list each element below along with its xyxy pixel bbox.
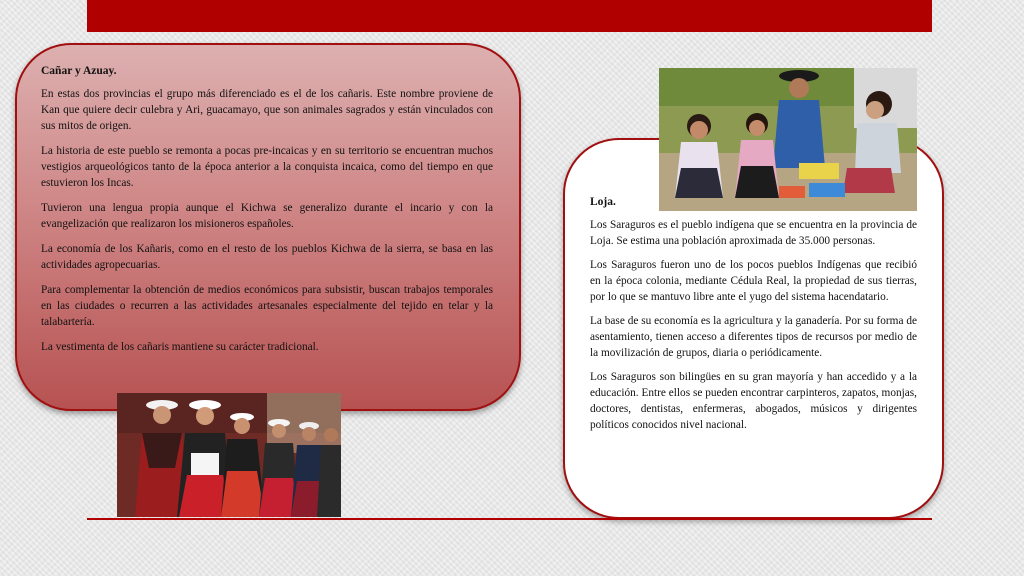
canari-people-photo [117,393,341,517]
canar-azuay-heading: Cañar y Azuay. [41,65,117,77]
loja-heading: Loja. [590,196,616,208]
bottom-accent-line [87,518,932,520]
canar-paragraph-2: La historia de este pueblo se remonta a pocas pre-incaicas y en su territorio se encuentran muchos vestigios arqueológicos tanto de la época anterior a la conquista incaica, como del tiempo en que estuvieron los Incas. [41,145,493,189]
canar-azuay-card [15,43,521,411]
canar-paragraph-4: La economía de los Kañaris, como en el resto de los pueblos Kichwa de la sierra, se basa en las actividades agropecuarias. [41,243,493,271]
loja-paragraph-3: La base de su economía es la agricultura y la ganadería. Por su forma de asentamiento, tienen acceso a diferentes tipos de recursos por medio de la movilización de grupos, diaria o periódicamente. [590,315,917,359]
loja-paragraph-1: Los Saraguros es el pueblo indígena que se encuentra en la provincia de Loja. Se estima una población aproximada de 35.000 personas. [590,219,917,247]
loja-paragraph-4: Los Saraguros son bilingües en su gran mayoría y han accedido y a la educación. Entre ellos se pueden encontrar carpinteros, zapatos, monjas, doctores, dentistas, enfermeras, abogados, músicos y dirigentes políticos conocidos nivel nacional. [590,371,917,431]
loja-paragraph-2: Los Saraguros fueron uno de los pocos pueblos Indígenas que recibió en la época colonia, mediante Cédula Real, la propiedad de sus tierras, por lo que se mantuvo libre ante el yugo del sistema hacendatario. [590,259,917,303]
top-accent-bar [87,0,932,32]
canar-paragraph-5: Para complementar la obtención de medios económicos para subsistir, buscan trabajos temporales en las ciudades o recurren a las actividades artesanales especialmente del tejido en telar y la talabartería. [41,284,493,328]
canar-paragraph-1: En estas dos provincias el grupo más diferenciado es el de los cañaris. Este nombre proviene de Kan que quiere decir culebra y Ari, guacamayo, que son animales sagrados y están vinculados con sus mitos de origen. [41,88,493,132]
saraguro-people-photo [659,68,917,211]
canar-paragraph-3: Tuvieron una lengua propia aunque el Kichwa se generalizo durante el incario y con la evangelización que realizaron los misioneros españoles. [41,202,493,230]
canar-paragraph-6: La vestimenta de los cañaris mantiene su carácter tradicional. [41,341,319,353]
